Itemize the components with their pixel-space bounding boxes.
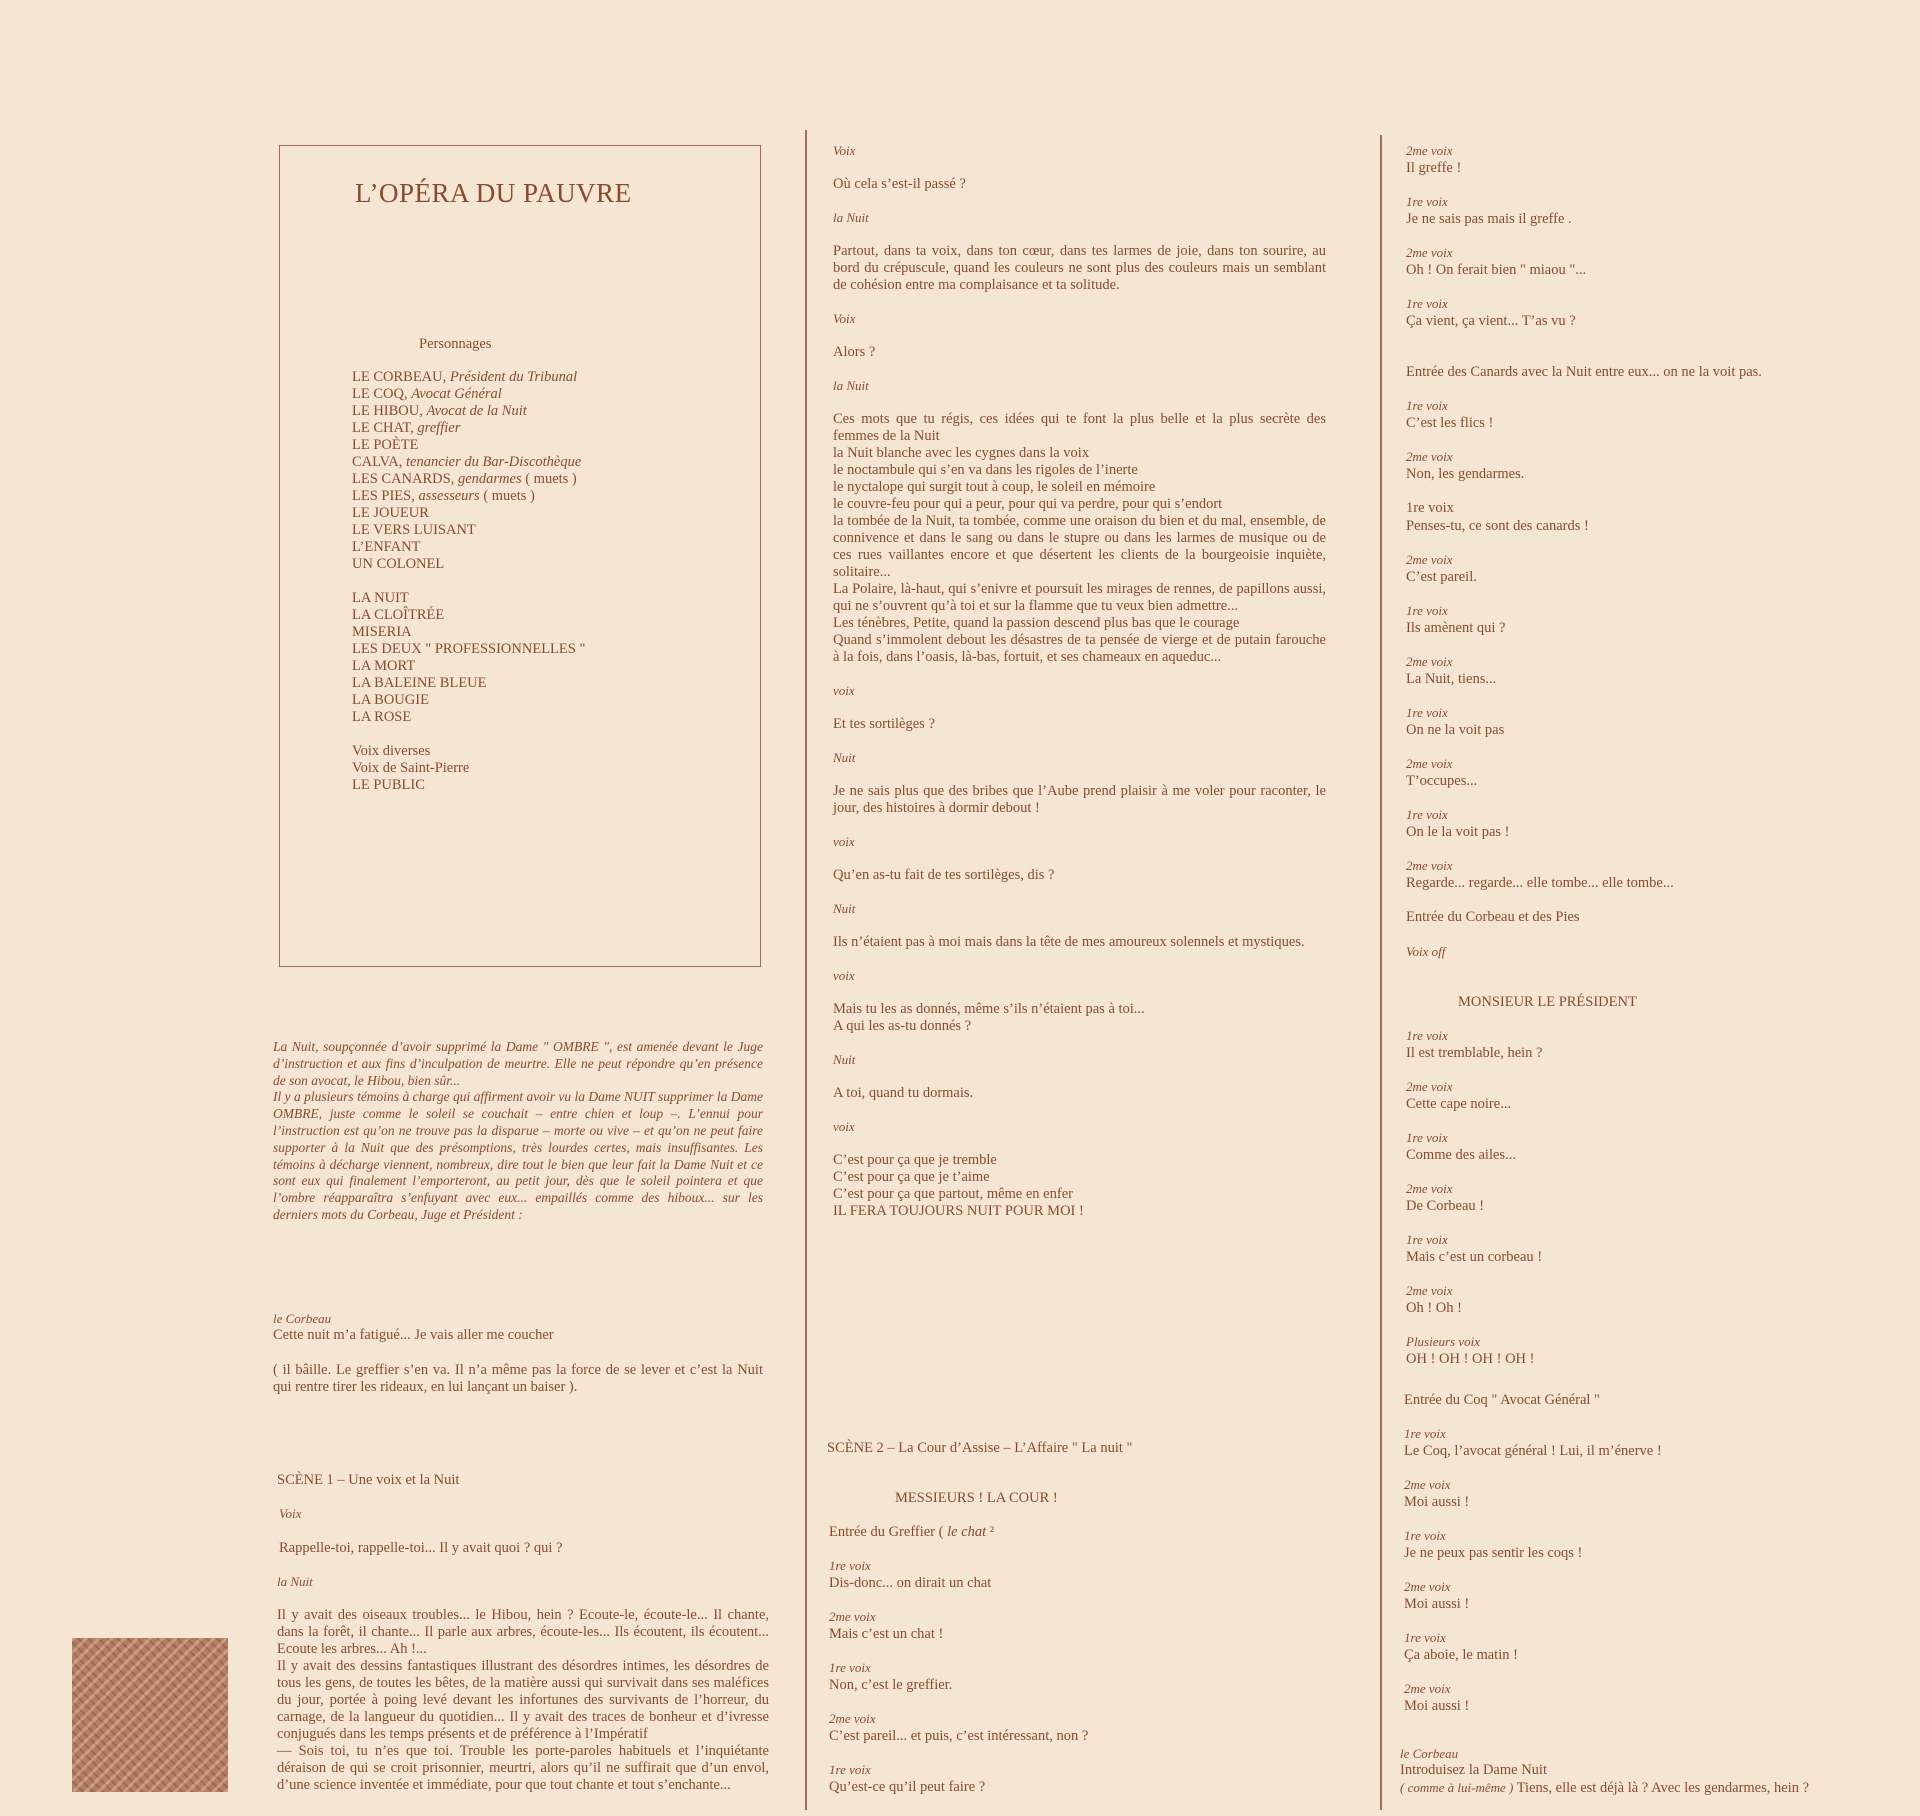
- cast-member: [352, 471, 752, 488]
- speaker-label: 1re voix: [1406, 1130, 1448, 1145]
- speaker-label: 2me voix: [1406, 1181, 1453, 1196]
- corbeau-final-speech: [1400, 1746, 1915, 1797]
- speaker-label: 1re voix: [1406, 500, 1454, 516]
- cast-member: [352, 369, 752, 386]
- cast-member: LE PUBLIC: [352, 777, 425, 793]
- synopsis: La Nuit, soupçonnée d’avoir supprimé la Dame " OMBRE ", est amenée devant le Juge d’instruction et aux fins d’inculpation de meurtre. Elle ne peut répondre qu’en présence de son avocat, le Hibou, bien sûr... Il y a plusieurs témoins à charge qui affirment avoir vu la Dame NUIT supprimer la Dame OMBRE, juste comme le soleil se couchait – entre chien et loup –. L’ennui pour l’instruction est qu’on ne trouve pas la disparue – morte ou vive – et qu’on ne peut faire supporter à la Nuit que des présomptions, très lourdes certes, mais insuffisantes. Les témoins à décharge viennent, nombreux, dire tout le bien que leur fait la Dame Nuit et ce sont eux qui finalement l’emporteront, au petit jour, dès que le soleil pointera et que l’ombre réapparaîtra s’enfuyant avec eux... empaillés comme des hiboux... sur les derniers mots du Corbeau, Juge et Président :: [273, 1039, 763, 1222]
- speech-text: On ne la voit pas: [1406, 722, 1505, 738]
- page-title: L’OPÉRA DU PAUVRE: [355, 178, 632, 208]
- cast-name: LES CANARDS,: [352, 471, 458, 487]
- speech-text: Cette cape noire...: [1406, 1096, 1512, 1112]
- dialogue-entry: [829, 1558, 1309, 1592]
- speech-text: Et tes sortilèges ?: [833, 716, 935, 732]
- speech-text: Mais c’est un corbeau !: [1406, 1249, 1543, 1265]
- speech-text: Ça aboie, le matin !: [1404, 1647, 1518, 1663]
- cast-member: [352, 539, 752, 556]
- dialogue-entry: [1406, 756, 1906, 790]
- cast-name: LE HIBOU,: [352, 403, 427, 419]
- speaker-label: voix: [833, 1119, 855, 1134]
- speaker-label: Voix: [833, 143, 856, 158]
- speech-text: Penses-tu, ce sont des canards !: [1406, 518, 1589, 534]
- cast-role: Président du Tribunal: [449, 369, 578, 385]
- stage-direction: Entrée des Canards avec la Nuit entre eux... on ne la voit pas.: [1406, 364, 1762, 380]
- speech-text: Rappelle-toi, rappelle-toi... Il y avait quoi ? qui ?: [279, 1540, 563, 1556]
- speaker-label: 2me voix: [1406, 858, 1453, 873]
- dialogue-entry: [1406, 449, 1906, 483]
- speech-text: Comme des ailes...: [1406, 1147, 1516, 1163]
- dialogue-entry: [833, 311, 1326, 361]
- dialogue-entry: [1406, 194, 1906, 228]
- speech-text: Je ne sais plus que des bribes que l’Aube prend plaisir à me voler pour raconter, le jour, des histoires à dormir debout !: [833, 783, 1330, 816]
- speaker-label: Plusieurs voix: [1406, 1334, 1481, 1349]
- speech-text: Ça vient, ça vient... T’as vu ?: [1406, 313, 1576, 329]
- speech-text: C’est les flics !: [1406, 415, 1494, 431]
- speech-text: Cette nuit m’a fatigué... Je vais aller me coucher: [273, 1327, 554, 1343]
- dialogue-entry: [1406, 245, 1906, 279]
- dialogue-entry: [1406, 1334, 1906, 1368]
- speaker-label: 2me voix: [1404, 1681, 1451, 1696]
- dialogue-entry: [833, 1119, 1326, 1220]
- speech-text: De Corbeau !: [1406, 1198, 1485, 1214]
- cast-member: [352, 505, 752, 522]
- speech-text: Il y avait des oiseaux troubles... le Hibou, hein ? Ecoute-le, écoute-le... Il chante, dans la forêt, il chante... Il parle aux arbres, écoute-les... Ils écoutent, ils écoutent... Ecoute les arbres... Ah !... Il y avait des dessins fantastiques illustrant des désordres intimes, les désordres de tous les gens, de toutes les bêtes, de la matière aussi qui survivait dans ses maléfices du jour, portée à poing levé devant les infortunes des survivants de l’horreur, du carnage, de la langueur du quotidien... Il y avait des traces de bonheur et d’ivresse conjugués dans les temps présents et de préférence à l’Impératif — Sois toi, tu n’es que toi. Trouble les porte-paroles habituels et l’inquiétante déraison de qui se croit prisonnier, meurtri, alors qu’il ne suffirait que d’un envol, d’une science inventée et immédiate, pour que tout chante et tout s’enchante...: [277, 1607, 769, 1793]
- speech-text: OH ! OH ! OH ! OH !: [1406, 1351, 1535, 1367]
- speech-text: Je ne peux pas sentir les coqs !: [1404, 1545, 1583, 1561]
- dialogue-entry: [1406, 143, 1906, 177]
- cast-member: [352, 556, 752, 573]
- speaker-label: 2me voix: [1406, 143, 1453, 158]
- speaker-label: la Nuit: [277, 1574, 313, 1589]
- dialogue-entry: [1406, 705, 1906, 739]
- cast-member: LA CLOÎTRÉE: [352, 607, 445, 623]
- scene-1-heading: SCÈNE 1 – Une voix et la Nuit: [277, 1472, 460, 1488]
- cast-member: MISERIA: [352, 624, 412, 640]
- speaker-label: la Nuit: [833, 210, 869, 225]
- cast-member: [352, 403, 752, 420]
- dialogue-entry: [1404, 1426, 1904, 1460]
- cast-role: tenancier du Bar-Discothèque: [406, 454, 582, 470]
- dialogue-entry: [829, 1711, 1309, 1745]
- dialogue-entry: [833, 683, 1326, 733]
- dialogue-entry: [1406, 552, 1906, 586]
- speaker-label: Voix: [279, 1506, 302, 1521]
- speaker-label: 2me voix: [1406, 449, 1453, 464]
- dialogue-entry: [829, 1609, 1309, 1643]
- speaker-label: Voix off: [1406, 944, 1446, 959]
- speaker-label: Nuit: [833, 1052, 856, 1067]
- dialogue-entry: [1406, 398, 1906, 432]
- speech-text: Non, c’est le greffier.: [829, 1677, 953, 1693]
- speaker-label: Voix: [833, 311, 856, 326]
- stage-direction: ( il bâille. Le greffier s’en va. Il n’a même pas la force de se lever et c’est la Nuit qui rentre tirer les rideaux, en lui lançant un baiser ).: [273, 1362, 767, 1395]
- speech-text: Il greffe !: [1406, 160, 1462, 176]
- speaker-label: 1re voix: [1406, 296, 1448, 311]
- speech-text: Qu’est-ce qu’il peut faire ?: [829, 1779, 986, 1795]
- dialogue-entry: [833, 143, 1326, 193]
- speech-text: Moi aussi !: [1404, 1596, 1470, 1612]
- speech-text: ( comme à lui-même ) Tiens, elle est déjà là ? Avec les gendarmes, hein ?: [1400, 1780, 1810, 1796]
- speaker-label: voix: [833, 834, 855, 849]
- cast-member: [352, 488, 752, 505]
- dialogue-entry: [1406, 654, 1906, 688]
- speaker-label: 1re voix: [1406, 1232, 1448, 1247]
- cast-member: [352, 386, 752, 403]
- cast-name: LE COQ,: [352, 386, 412, 402]
- speaker-label: 1re voix: [1406, 194, 1448, 209]
- speech-text: Dis-donc... on dirait un chat: [829, 1575, 992, 1591]
- speaker-label: 1re voix: [1406, 705, 1448, 720]
- speech-text: On le la voit pas !: [1406, 824, 1510, 840]
- stage-direction: Entrée du Coq " Avocat Général ": [1404, 1392, 1600, 1408]
- president-announcement: MONSIEUR LE PRÉSIDENT: [1458, 994, 1637, 1010]
- dialogue-entry: [1404, 1681, 1904, 1715]
- dialogue-entry: [1404, 1579, 1904, 1613]
- cast-role: assesseurs: [418, 488, 480, 504]
- speaker-label: voix: [833, 683, 855, 698]
- speech-text: Partout, dans ta voix, dans ton cœur, dans tes larmes de joie, dans ton sourire, au bord du crépuscule, quand les couleurs ne sont plus des couleurs mais un semblant de cohésion entre ma complaisance et ta solitude.: [833, 243, 1330, 293]
- cast-member: [352, 454, 752, 471]
- dialogue-entry: [833, 968, 1326, 1035]
- cast-role: Avocat de la Nuit: [426, 403, 527, 419]
- speech-text: Qu’en as-tu fait de tes sortilèges, dis ?: [833, 867, 1055, 883]
- speaker-label: 1re voix: [1406, 1028, 1448, 1043]
- cast-member: LES DEUX " PROFESSIONNELLES ": [352, 641, 586, 657]
- speaker-label: 2me voix: [1406, 245, 1453, 260]
- stage-direction: Entrée du Corbeau et des Pies: [1406, 909, 1580, 925]
- speaker-label: 1re voix: [1404, 1426, 1446, 1441]
- col2-dialogue: [833, 143, 1330, 1237]
- col3-dialogue-3: [1406, 1028, 1906, 1385]
- cast-name: LE POÈTE: [352, 437, 419, 453]
- dialogue-entry: [1404, 1630, 1904, 1664]
- cast-member: [352, 420, 752, 437]
- cast-extra: ( muets ): [521, 471, 577, 487]
- speaker-label: le Corbeau: [1400, 1746, 1459, 1761]
- cast-name: LE CORBEAU,: [352, 369, 450, 385]
- speaker-label: Nuit: [833, 901, 856, 916]
- speech-text: Moi aussi !: [1404, 1494, 1470, 1510]
- speaker-label: 2me voix: [1406, 756, 1453, 771]
- speaker-label: 2me voix: [829, 1711, 876, 1726]
- speaker-label: le Corbeau: [273, 1311, 332, 1326]
- cast-heading: Personnages: [419, 336, 492, 352]
- dialogue-entry: [833, 750, 1330, 817]
- cast-gap: [352, 573, 752, 590]
- speaker-label: 1re voix: [829, 1660, 871, 1675]
- speaker-label: 1re voix: [1406, 807, 1448, 822]
- speech-text: C’est pareil... et puis, c’est intéressant, non ?: [829, 1728, 1089, 1744]
- speaker-label: 1re voix: [829, 1762, 871, 1777]
- dialogue-entry: [1406, 1232, 1906, 1266]
- speaker-label: 2me voix: [1406, 1079, 1453, 1094]
- dialogue-entry: [1406, 603, 1906, 637]
- cast-member: LA BALEINE BLEUE: [352, 675, 487, 691]
- speaker-label: 2me voix: [1406, 552, 1453, 567]
- speech-text: Le Coq, l’avocat général ! Lui, il m’énerve !: [1404, 1443, 1662, 1459]
- speech-text: Où cela s’est-il passé ?: [833, 176, 966, 192]
- speech-text: Mais c’est un chat !: [829, 1626, 944, 1642]
- speech-text: C’est pareil.: [1406, 569, 1477, 585]
- speech-text: Alors ?: [833, 344, 876, 360]
- speaker-label: 1re voix: [1406, 603, 1448, 618]
- dialogue-entry: [1406, 1130, 1906, 1164]
- speaker-label: 2me voix: [1404, 1579, 1451, 1594]
- dialogue-entry: [1406, 500, 1906, 535]
- scene-2-heading: SCÈNE 2 – La Cour d’Assise – L’Affaire " La nuit ": [827, 1440, 1133, 1456]
- column-divider: [805, 130, 807, 1810]
- speaker-label: 2me voix: [1404, 1477, 1451, 1492]
- column-divider: [1380, 135, 1382, 1810]
- cast-name: LE VERS LUISANT: [352, 522, 476, 538]
- speech-text: Il est tremblable, hein ?: [1406, 1045, 1543, 1061]
- dialogue-entry: [833, 1052, 1326, 1102]
- speech-text: Je ne sais pas mais il greffe .: [1406, 211, 1572, 227]
- speech-text: Oh ! Oh !: [1406, 1300, 1462, 1316]
- dialogue-entry: [1406, 807, 1906, 841]
- stage-direction: Entrée du Greffier ( le chat ²: [829, 1524, 995, 1540]
- cast-name: LE CHAT,: [352, 420, 418, 436]
- speaker-label: voix: [833, 968, 855, 983]
- cast-member: [352, 522, 752, 539]
- cast-member: [352, 437, 752, 454]
- speaker-label: 2me voix: [829, 1609, 876, 1624]
- speech-text: T’occupes...: [1406, 773, 1478, 789]
- speaker-label: 2me voix: [1406, 654, 1453, 669]
- cast-member: LA ROSE: [352, 709, 412, 725]
- speech-text: A toi, quand tu dormais.: [833, 1085, 974, 1101]
- speech-text: Introduisez la Dame Nuit: [1400, 1762, 1547, 1778]
- speaker-label: la Nuit: [833, 378, 869, 393]
- cast-role: gendarmes: [457, 471, 522, 487]
- dialogue-entry: [833, 834, 1326, 884]
- dialogue-entry: [829, 1762, 1309, 1796]
- speaker-label: 1re voix: [1404, 1630, 1446, 1645]
- dialogue-entry: [829, 1660, 1309, 1694]
- cast-member: LA BOUGIE: [352, 692, 429, 708]
- cast-list: [352, 369, 752, 794]
- speech-text: Moi aussi !: [1404, 1698, 1470, 1714]
- col3-dialogue-1: [1406, 143, 1906, 347]
- dialogue-entry: [1406, 1181, 1906, 1215]
- speech-text: Ils amènent qui ?: [1406, 620, 1506, 636]
- dialogue-entry: [1406, 1079, 1906, 1113]
- dialogue-entry: [1406, 1028, 1906, 1062]
- speaker-label: 2me voix: [1406, 1283, 1453, 1298]
- cast-name: LE JOUEUR: [352, 505, 429, 521]
- dialogue-entry: [1404, 1528, 1904, 1562]
- cast-member: LA NUIT: [352, 590, 409, 606]
- speech-text: C’est pour ça que je tremble C’est pour ça que je t’aime C’est pour ça que partout, même en enfer IL FERA TOUJOURS NUIT POUR MOI !: [833, 1152, 1084, 1219]
- dialogue-entry: [1406, 858, 1906, 892]
- cast-role: greffier: [417, 420, 461, 436]
- speech-text: Oh ! On ferait bien " miaou "...: [1406, 262, 1587, 278]
- dialogue-entry: [833, 210, 1330, 294]
- cast-gap: [352, 726, 752, 743]
- speaker-label: 1re voix: [1404, 1528, 1446, 1543]
- cast-name: L’ENFANT: [352, 539, 421, 555]
- dialogue-entry: [833, 378, 1326, 666]
- speech-text: Ces mots que tu régis, ces idées qui te font la plus belle et la plus secrète des femmes de la Nuit la Nuit blanche avec les cygnes dans la voix le noctambule qui s’en va dans les rigoles de l’inerte le nyctalope qui surgit tout à coup, le soleil en mémoire le couvre-feu pour qui a peur, pour qui va perdre, pour qui s’endort la tombée de la Nuit, ta tombée, comme une oraison du bien et du mal, ensemble, de connivence et dans le sang ou dans le stupre ou dans les larmes de musique ou de ces rues vaillantes encore et que désertent les clients de la bourgeoisie inquiète, solitaire... La Polaire, là-haut, qui s’enivre et poursuit les mirages de rennes, de papillons aussi, qui ne s’ouvrent qu’à toi et sur la flamme que tu veux bien admettre... Les ténèbres, Petite, quand la passion descend plus bas que le courage Quand s’immolent debout les désastres de ta pensée de vierge et de putain farouche à la fois, dans l’oasis, là-bas, fortuit, et ses chameaux en aqueduc...: [833, 411, 1326, 665]
- col3-dialogue-4: [1404, 1426, 1904, 1732]
- speech-text: Ils n’étaient pas à moi mais dans la tête de mes amoureux solennels et mystiques.: [833, 934, 1305, 950]
- speaker-label: 1re voix: [1406, 398, 1448, 413]
- speaker-label: Nuit: [833, 750, 856, 765]
- speaker-label: 1re voix: [829, 1558, 871, 1573]
- cast-member: LA MORT: [352, 658, 416, 674]
- corbeau-speech: [273, 1311, 763, 1344]
- cast-name: LES PIES,: [352, 488, 419, 504]
- cast-member: Voix de Saint-Pierre: [352, 760, 470, 776]
- stamp-image: [72, 1638, 228, 1792]
- cast-name: CALVA,: [352, 454, 406, 470]
- speech-text: La Nuit, tiens...: [1406, 671, 1497, 687]
- cast-role: Avocat Général: [411, 386, 502, 402]
- cast-name: UN COLONEL: [352, 556, 445, 572]
- speech-text: Non, les gendarmes.: [1406, 466, 1525, 482]
- col2-dialogue-2: [829, 1558, 1309, 1813]
- dialogue-entry: [1406, 296, 1906, 330]
- dialogue-entry: [1404, 1477, 1904, 1511]
- cast-extra: ( muets ): [479, 488, 535, 504]
- dialogue-entry: [833, 901, 1326, 951]
- dialogue-entry: [1406, 1283, 1906, 1317]
- speech-text: Regarde... regarde... elle tombe... elle tombe...: [1406, 875, 1674, 891]
- cast-member: Voix diverses: [352, 743, 431, 759]
- speech-text: Mais tu les as donnés, même s’ils n’étaient pas à toi... A qui les as-tu donnés ?: [833, 1001, 1145, 1034]
- cour-announcement: MESSIEURS ! LA COUR !: [895, 1490, 1058, 1506]
- col3-dialogue-2: [1406, 398, 1906, 909]
